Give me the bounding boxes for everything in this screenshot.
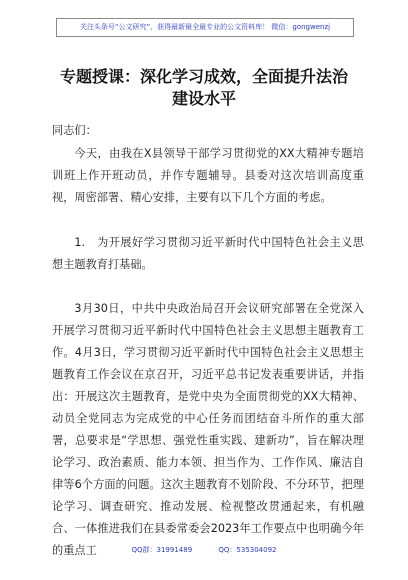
greeting [52, 120, 364, 142]
intro-text: 今天，由我在X县领导干部学习贯彻党的XX大精神专题培训班上作开班动员，并作专题辅导。县委对这次培训高度重视，周密部署、精心安排，主要有以下几个方面的考虑。 [52, 147, 364, 204]
title-line-2: 建设水平 [171, 89, 236, 108]
document-title [40, 66, 368, 110]
intro-paragraph [52, 143, 364, 209]
section-1-body [52, 298, 364, 562]
footer-qq: QQ：535304092 [218, 546, 277, 554]
footer [0, 545, 408, 555]
section-1-heading-text: 1. 为开展好学习贯彻习近平新时代中国特色社会主义思想主题教育打基础。 [52, 236, 364, 271]
header-banner: 关注头条号“公文研究”，获得最新最全最专业的公文资料库！ 微信：gongwenzj [56, 18, 354, 37]
section-1-body-text: 3月30日，中共中央政治局召开会议研究部署在全党深入开展学习贯彻习近平新时代中国特色社会主义思想主题教育工作。4月3日，学习贯彻习近平新时代中国特色社会主义思想主题教育工作会议在京召开，习近平总书记发表重要讲话，并指出：开展这次主题教育，是党中央为全面贯彻党的XX大精神、动员全党同志为完成党的中心任务而团结奋斗所作的重大部署，总要求是“学思想、强党性重实践、建新功”，旨在解决理论学习、政治素质、能力本领、担当作为、工作作风、廉洁自律等6个方面的问题。这次主题教育不划阶段、不分环节，把理论学习、调查研究、推动发展、检视整改贯通起来，有机融合、一体推进我们在县委常委会2023年工作要点中也明确今年的重点工 [52, 302, 364, 557]
greeting-text: 同志们： [52, 124, 97, 137]
title-line-1: 专题授课：深化学习成效，全面提升法治 [59, 67, 348, 86]
section-1-heading [52, 232, 364, 276]
footer-qq-group: QQ群：31991489 [131, 546, 193, 554]
